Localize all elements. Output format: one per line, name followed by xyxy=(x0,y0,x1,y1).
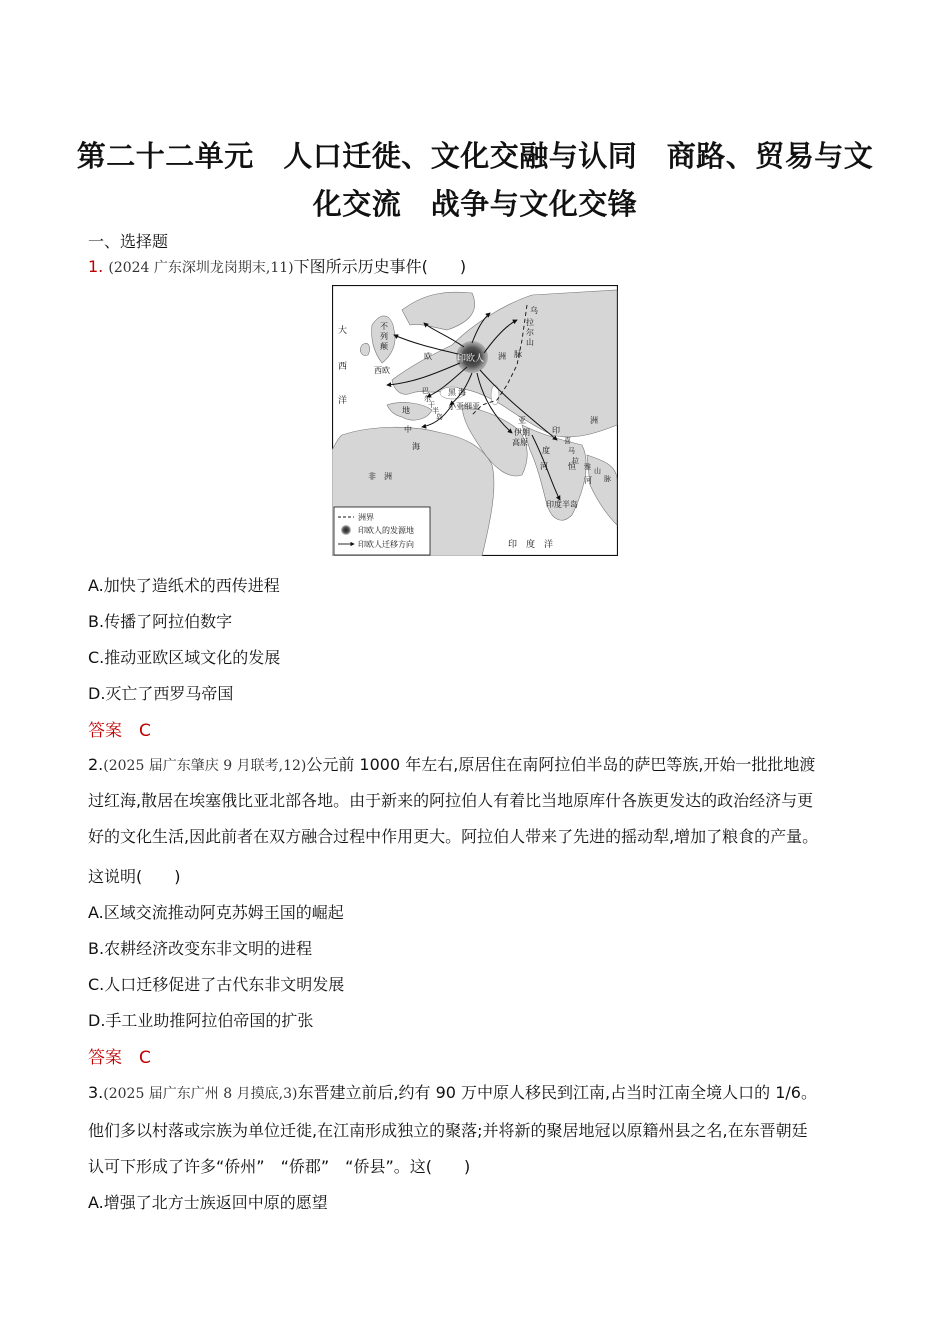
map-label: 非 洲 xyxy=(368,472,392,481)
q2-option-c: C.人口迁移促进了古代东非文明发展 xyxy=(88,975,345,994)
map-label: 大 xyxy=(338,326,348,336)
map-label: 马 xyxy=(568,447,575,455)
map-label: 尔 xyxy=(526,328,534,337)
map-label: 洲 xyxy=(498,352,506,361)
page-title-line2: 化交流 战争与文化交锋 xyxy=(312,187,638,221)
map-label: 不 xyxy=(380,322,388,331)
map-label: 雅 xyxy=(584,463,591,471)
question-source: (2025 届广东肇庆 9 月联考,12) xyxy=(103,758,307,774)
map-label: 拉 xyxy=(572,457,579,465)
map-label: 脉 xyxy=(604,475,611,483)
map-label: 脉 xyxy=(514,350,522,359)
map-label: 印 度 洋 xyxy=(508,540,554,550)
question-3-stem xyxy=(88,1080,817,1103)
map-label: 欧 xyxy=(424,352,432,361)
q1-option-d: D.灭亡了西罗马帝国 xyxy=(88,684,234,703)
q1-option-b: B.传播了阿拉伯数字 xyxy=(88,612,233,631)
question-text: 东晋建立前后,约有 90 万中原人移民到江南,占当时江南全境人口的 1/6。 xyxy=(297,1083,817,1102)
map-label: 西 xyxy=(338,362,348,372)
map-label: 拉 xyxy=(526,318,534,327)
question-text-line: 他们多以村落或宗族为单位迁徙,在江南形成独立的聚落;并将新的聚居地冠以原籍州县之名,在东晋朝廷 xyxy=(88,1121,808,1140)
q1-answer: 答案 C xyxy=(88,721,151,741)
map-label: 印度半岛 xyxy=(546,500,578,509)
question-text: 公元前 1000 年左右,原居住在南阿拉伯半岛的萨巴等族,开始一批批地渡 xyxy=(306,755,816,774)
map-legend xyxy=(334,507,430,555)
question-1-stem xyxy=(88,254,466,277)
page-title-line1: 第二十二单元 人口迁徙、文化交融与认同 商路、贸易与文 xyxy=(76,139,874,173)
question-number: 3. xyxy=(88,1083,104,1102)
map-label: 小亚细亚 xyxy=(448,402,480,411)
section-heading: 一、选择题 xyxy=(88,232,169,251)
map-label: 巴 xyxy=(422,387,429,395)
q2-option-d: D.手工业助推阿拉伯帝国的扩张 xyxy=(88,1011,314,1030)
map-label: 黑 xyxy=(448,388,456,397)
map-label: 岛 xyxy=(436,413,443,421)
q1-option-c: C.推动亚欧区域文化的发展 xyxy=(88,648,281,667)
map-label: 河 xyxy=(584,476,592,485)
map-label: 乌 xyxy=(530,306,538,315)
map-label: 高 xyxy=(512,438,520,447)
q2-option-b: B.农耕经济改变东非文明的进程 xyxy=(88,939,313,958)
q3-option-a: A.增强了北方士族返回中原的愿望 xyxy=(88,1193,328,1212)
map-label: 原 xyxy=(520,438,528,447)
question-number: 2. xyxy=(88,755,104,774)
question-source: (2025 届广东广州 8 月摸底,3) xyxy=(103,1086,298,1102)
map-label: 半 xyxy=(432,407,439,415)
question-text-line: 过红海,散居在埃塞俄比亚北部各地。由于新来的阿拉伯人有着比当地原库什各族更发达的政治经济与更 xyxy=(88,791,814,810)
question-2-stem xyxy=(88,752,815,775)
map-label: 颠 xyxy=(380,342,388,351)
question-text-line: 好的文化生活,因此前者在双方融合过程中作用更大。阿拉伯人带来了先进的摇动犁,增加了粮食的产量。 xyxy=(88,827,819,846)
legend-label: 洲界 xyxy=(358,513,374,522)
map-label: 西欧 xyxy=(374,366,390,375)
map-label: 伊 xyxy=(514,428,522,437)
map-label: 列 xyxy=(380,332,388,341)
question-text: 下图所示历史事件( ) xyxy=(293,257,467,276)
map-label: 度 xyxy=(542,446,550,455)
map-label: 印 xyxy=(552,426,560,435)
map-label: 山 xyxy=(594,467,601,475)
map-label: 洲 xyxy=(590,416,598,425)
map-label: 地 xyxy=(402,406,410,415)
question-number: 1. xyxy=(88,257,104,276)
map-label: 喜 xyxy=(564,437,571,445)
map-label: 亚 xyxy=(518,416,526,425)
map-label: 中 xyxy=(404,425,412,434)
q2-answer: 答案 C xyxy=(88,1048,151,1068)
map-label: 河 xyxy=(540,462,548,471)
question-text-line: 这说明( ) xyxy=(88,867,181,886)
q2-option-a: A.区域交流推动阿克苏姆王国的崛起 xyxy=(88,903,344,922)
q1-option-a: A.加快了造纸术的西传进程 xyxy=(88,576,280,595)
map-label: 山 xyxy=(526,338,534,347)
indo-european-migration-map xyxy=(332,285,618,556)
map-label: 海 xyxy=(412,442,420,451)
map-label: 海 xyxy=(458,388,466,397)
map-label: 恒 xyxy=(568,462,576,471)
map-label: 印欧人 xyxy=(457,354,485,364)
map-label: 尔 xyxy=(424,395,431,403)
map-label: 朗 xyxy=(522,428,530,437)
legend-label: 印欧人迁移方向 xyxy=(358,540,414,549)
question-text-line: 认可下形成了许多“侨州” “侨郡” “侨县”。这( ) xyxy=(88,1157,471,1176)
question-source: (2024 广东深圳龙岗期末,11) xyxy=(108,260,294,276)
map-label: 洋 xyxy=(338,396,348,406)
legend-label: 印欧人的发源地 xyxy=(358,526,414,535)
map-label: 干 xyxy=(428,401,435,409)
